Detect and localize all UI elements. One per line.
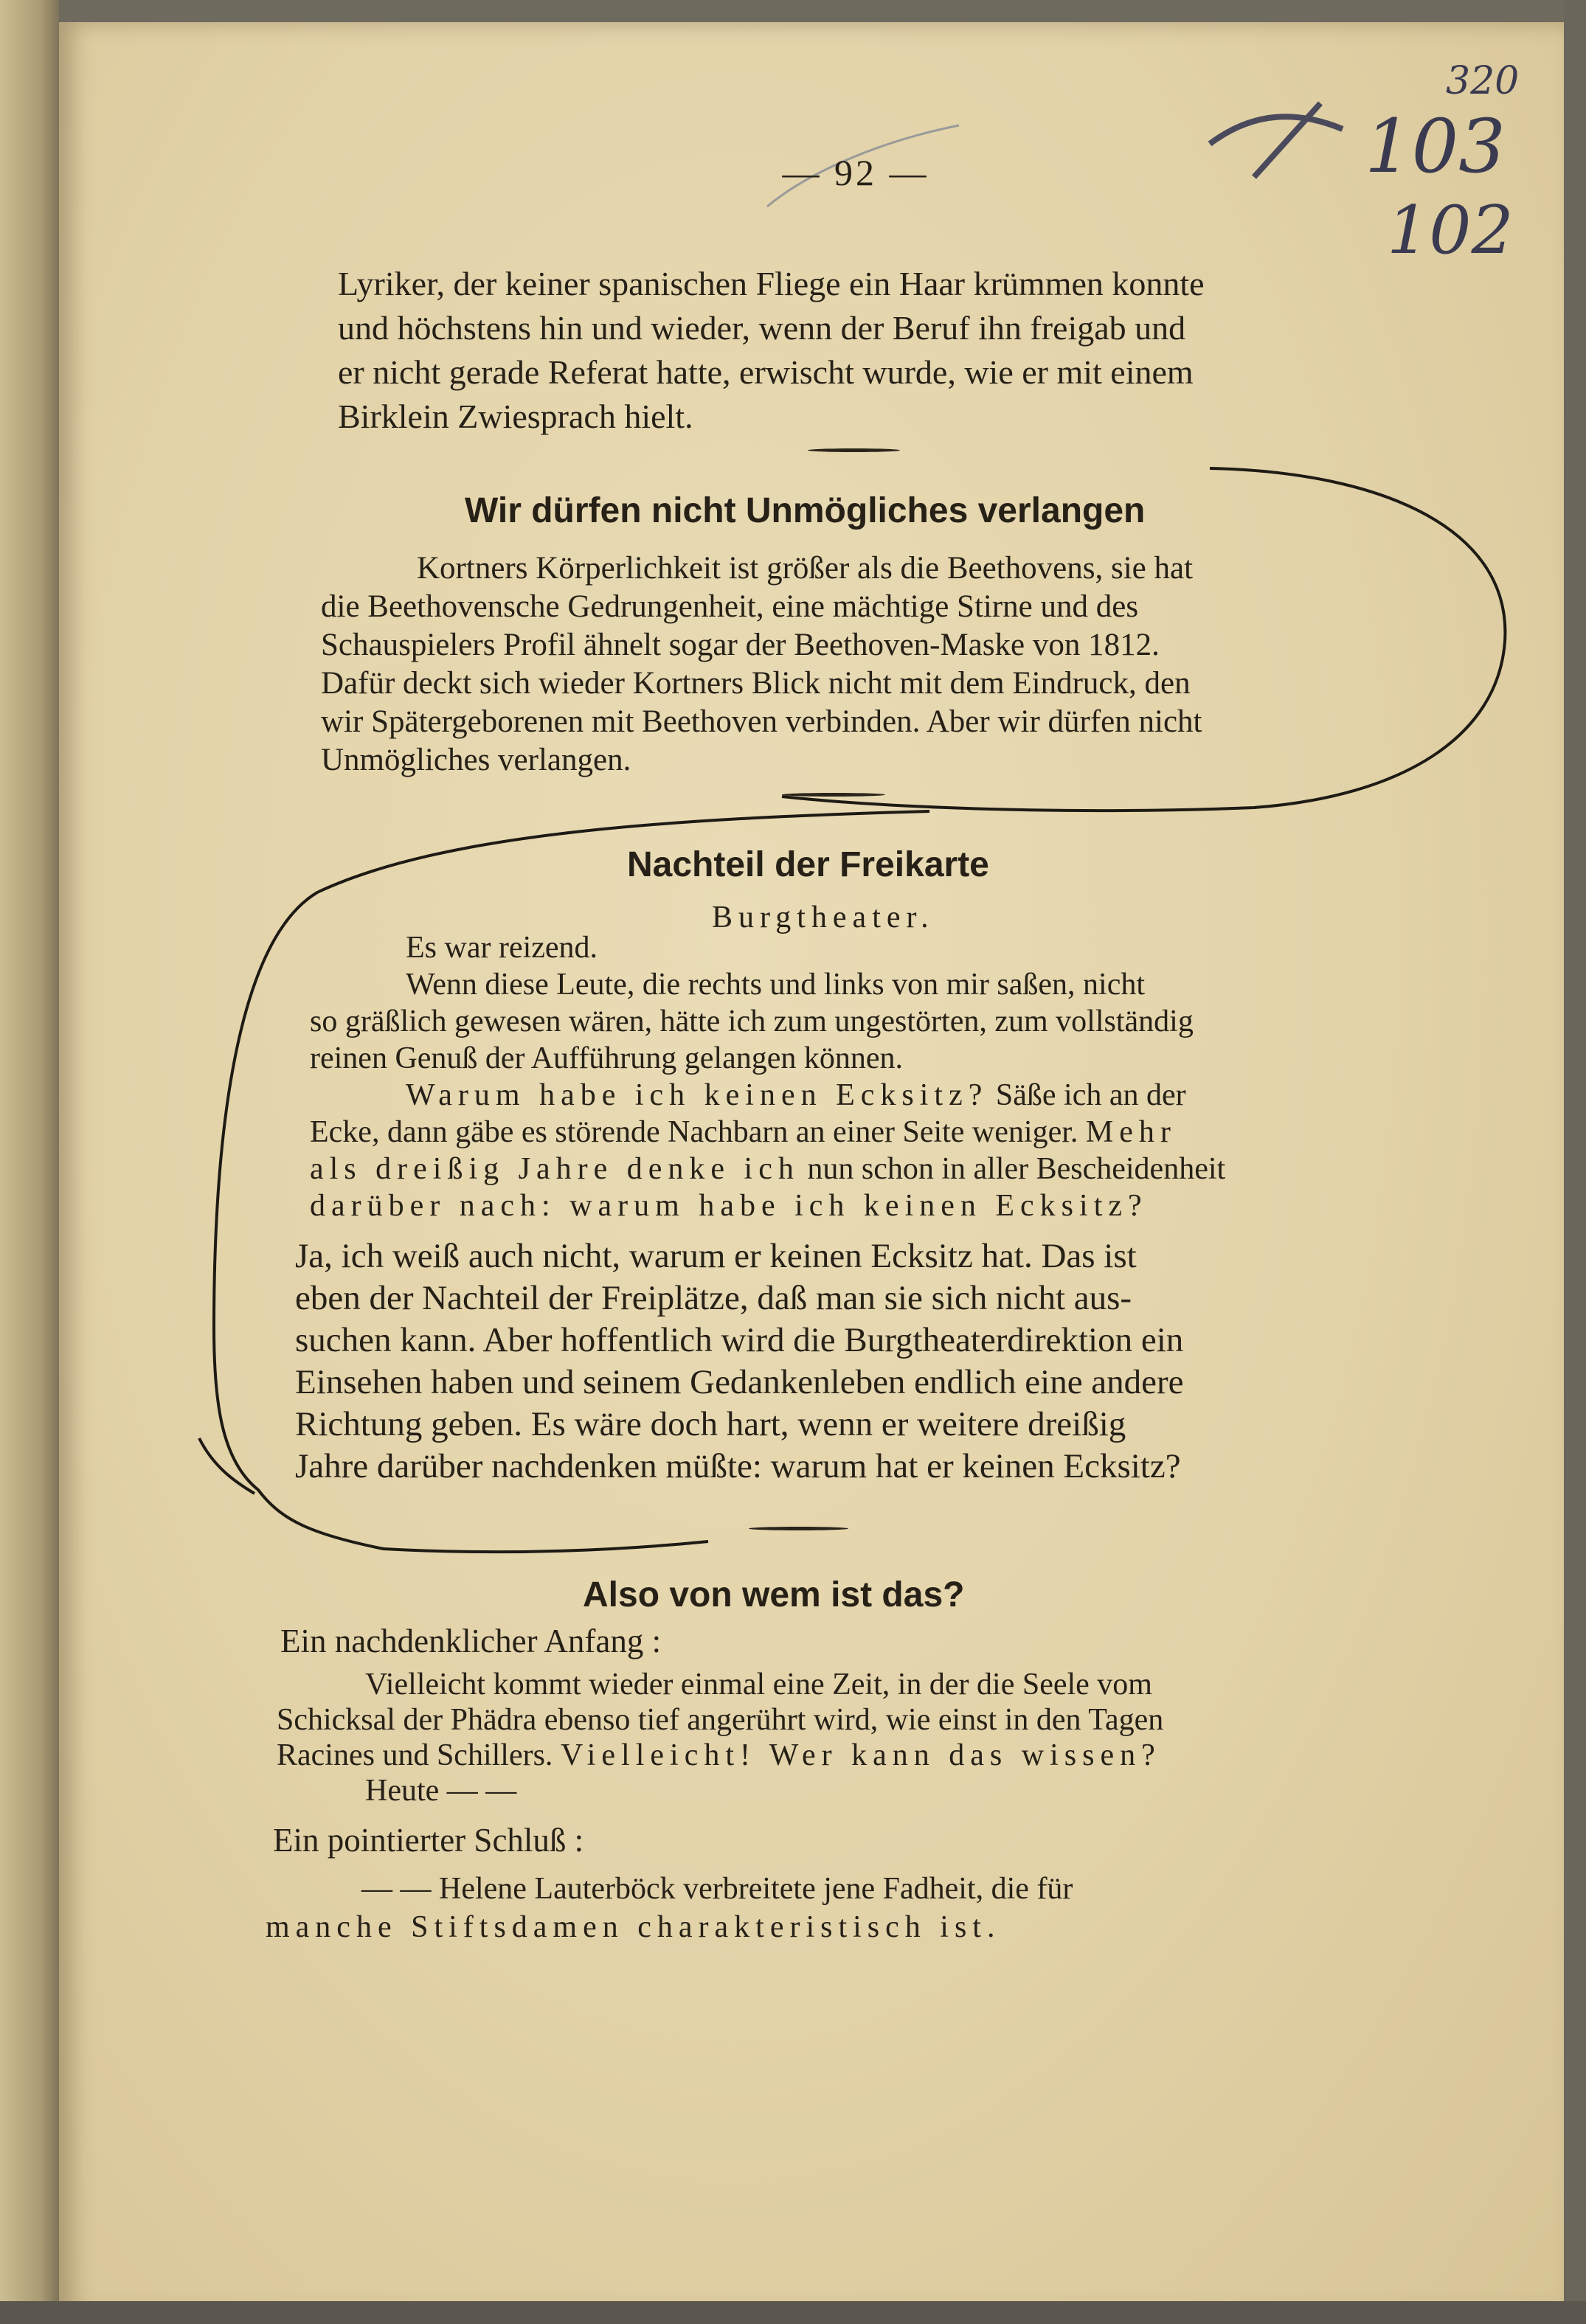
quote-line <box>277 1738 1302 1773</box>
pencil-annotation-320: 320 <box>1446 59 1520 103</box>
comment-line: eben der Nachteil der Freiplätze, daß man sie sich nicht aus- <box>295 1279 1132 1317</box>
quote-line <box>310 1114 1335 1151</box>
quote-line: so gräßlich gewesen wären, hätte ich zum ungestörten, zum vollständig <box>310 1005 1194 1038</box>
spaced-text: darüber nach: warum habe ich keinen Ecksitz? <box>310 1189 1148 1223</box>
section2-quote <box>310 929 1335 1224</box>
intro-line: Birklein Zwiesprach hielt. <box>338 398 693 435</box>
quote-line: Wenn diese Leute, die rechts und links von mir saßen, nicht <box>406 968 1146 1002</box>
quote-line: — — Helene Lauterböck verbreitete jene Fadheit, die für <box>361 1872 1073 1906</box>
section1-line: die Beethovensche Gedrungenheit, eine mächtige Stirne und des <box>321 589 1139 624</box>
spaced-text: Warum habe ich keinen Ecksitz? <box>406 1078 988 1112</box>
quote-line: Heute — — <box>365 1774 517 1808</box>
section3-label: Ein pointierter Schluß : <box>273 1822 584 1859</box>
section-heading: Nachteil der Freikarte <box>627 845 989 884</box>
intro-line: und höchstens hin und wieder, wenn der Beruf ihn freigab und <box>338 309 1186 347</box>
section-heading: Wir dürfen nicht Unmögliches verlangen <box>465 491 1146 530</box>
intro-paragraph <box>338 262 1363 439</box>
pencil-annotation-102: 102 <box>1387 192 1514 269</box>
intro-line: Lyriker, der keiner spanischen Fliege ein Haar krümmen konnte <box>338 265 1205 302</box>
section-divider <box>749 1527 848 1530</box>
spaced-text: Mehr <box>1085 1115 1177 1149</box>
quote-line: Es war reizend. <box>406 931 598 965</box>
section1-line: Unmögliches verlangen. <box>321 743 631 777</box>
section3-quote1 <box>277 1667 1302 1808</box>
quote-line: Vielleicht kommt wieder einmal eine Zeit, in der die Seele vom <box>365 1668 1152 1702</box>
quote-line <box>310 1187 1335 1224</box>
comment-line: Einsehen haben und seinem Gedankenleben endlich eine andere <box>295 1363 1184 1401</box>
quote-line <box>310 1077 1335 1114</box>
section1-line: Schauspielers Profil ähnelt sogar der Beethoven-Maske von 1812. <box>321 628 1160 662</box>
comment-line: Jahre darüber nachdenken müßte: warum hat er keinen Ecksitz? <box>295 1447 1181 1485</box>
section3-quote2 <box>266 1870 1298 1946</box>
spaced-text: als dreißig Jahre denke ich <box>310 1152 800 1186</box>
section-divider <box>808 448 900 452</box>
section-divider <box>782 793 885 797</box>
spaced-text: manche Stiftsdamen charakteristisch ist. <box>266 1910 1001 1944</box>
intro-line: er nicht gerade Referat hatte, erwischt wurde, wie er mit einem <box>338 353 1194 391</box>
page-number: — 92 — <box>782 152 929 193</box>
comment-line: Richtung geben. Es wäre doch hart, wenn er weitere dreißig <box>295 1405 1126 1443</box>
section1-line: wir Spätergeborenen mit Beethoven verbinden. Aber wir dürfen nicht <box>321 704 1202 739</box>
section1-line: Kortners Körperlichkeit ist größer als die Beethovens, sie hat <box>417 551 1194 586</box>
text: Ecke, dann gäbe es störende Nachbarn an einer Seite weniger. <box>310 1115 1086 1149</box>
quote-line: Schicksal der Phädra ebenso tief angerührt wird, wie einst in den Tagen <box>277 1703 1164 1737</box>
section2-comment <box>295 1235 1313 1488</box>
comment-line: suchen kann. Aber hoffentlich wird die Burgtheaterdirektion ein <box>295 1321 1184 1359</box>
section-heading: Also von wem ist das? <box>583 1575 965 1614</box>
section1-line: Dafür deckt sich wieder Kortners Blick nicht mit dem Eindruck, den <box>321 666 1191 701</box>
comment-line: Ja, ich weiß auch nicht, warum er keinen Ecksitz hat. Das ist <box>295 1237 1137 1275</box>
quote-line <box>266 1908 1298 1946</box>
section3-label: Ein nachdenklicher Anfang : <box>280 1623 662 1659</box>
text: Säße ich an der <box>988 1078 1186 1112</box>
spaced-text: Vielleicht! Wer kann das wissen? <box>560 1738 1161 1772</box>
quote-line <box>310 1151 1335 1187</box>
text: Racines und Schillers. <box>277 1738 561 1772</box>
quote-line: reinen Genuß der Aufführung gelangen können. <box>310 1041 903 1075</box>
section1-body <box>321 549 1350 780</box>
text: nun schon in aller Bescheidenheit <box>799 1152 1226 1186</box>
pencil-annotation-103: 103 <box>1365 103 1506 190</box>
section-subheading: Burgtheater. <box>712 901 935 934</box>
